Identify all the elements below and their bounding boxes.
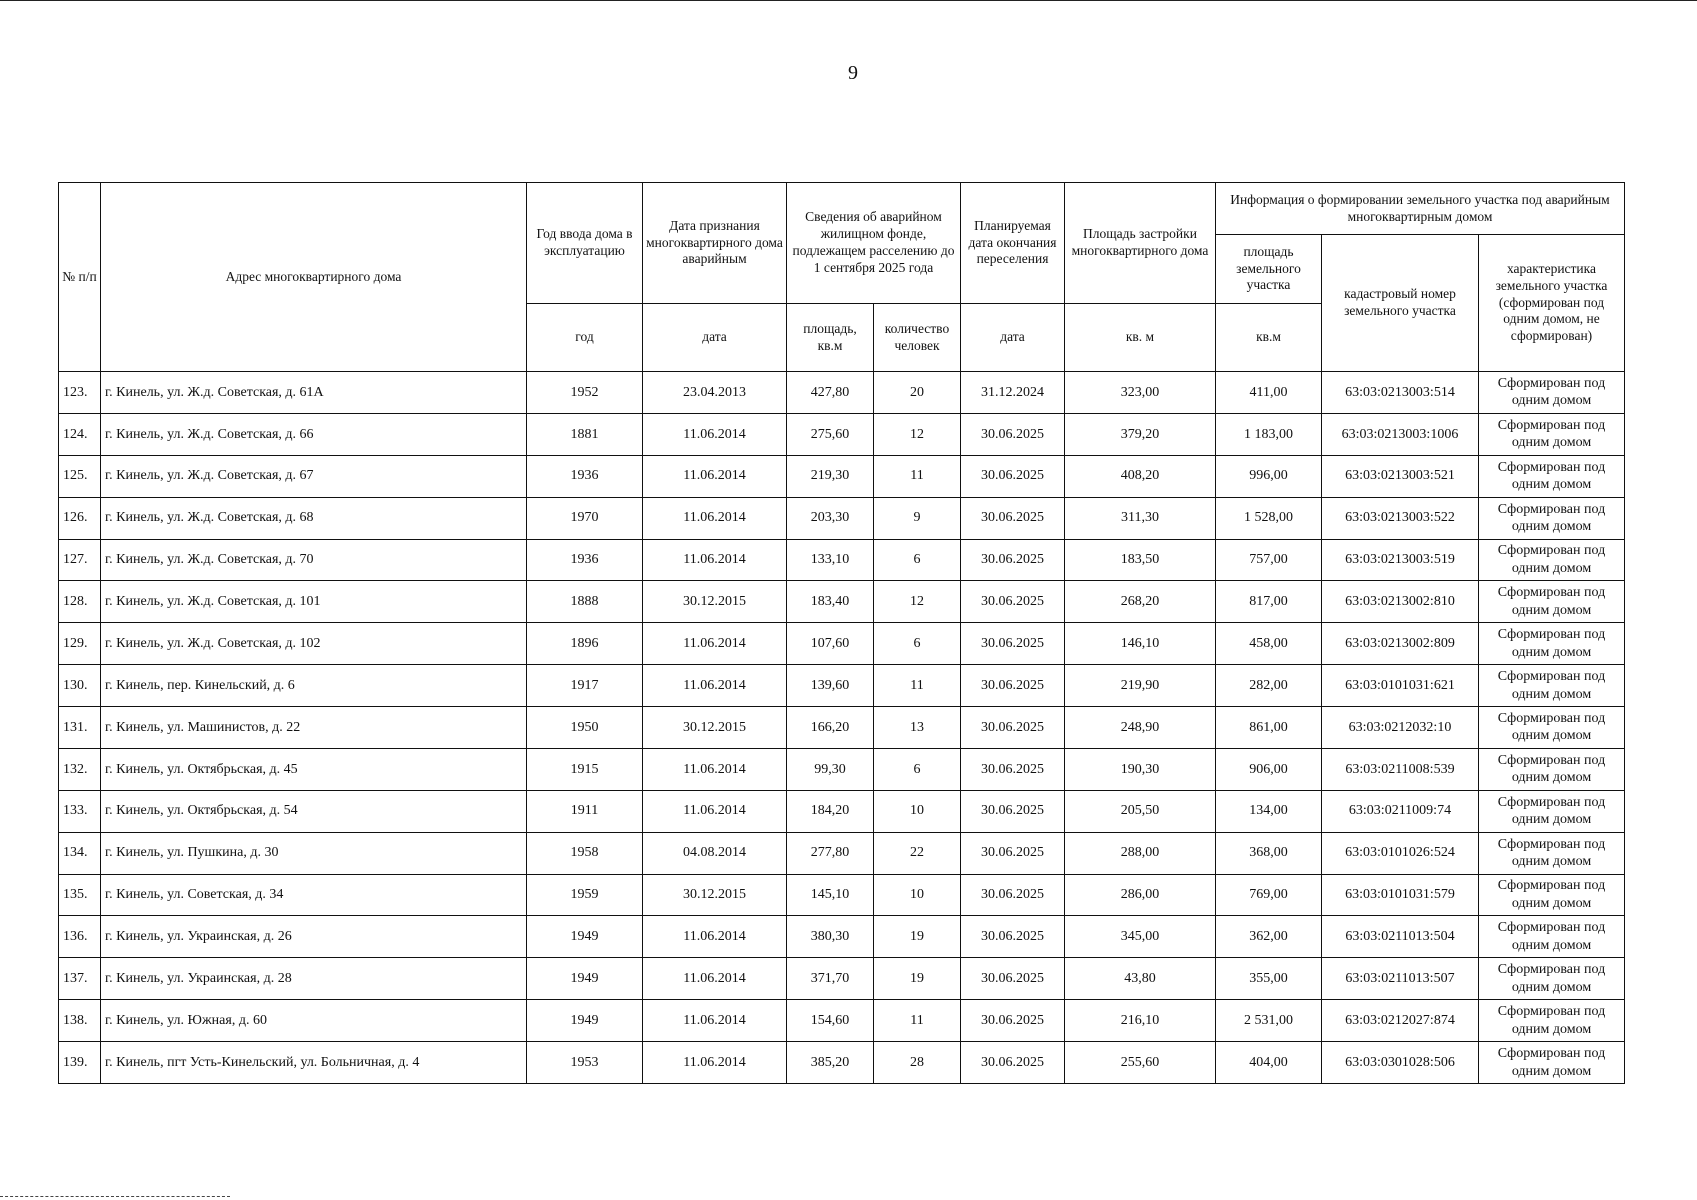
cell-recognized-date: 30.12.2015	[643, 581, 787, 623]
cell-land-characteristic: Сформирован под одним домом	[1479, 372, 1625, 414]
cell-people: 9	[874, 497, 961, 539]
cell-building-area: 190,30	[1065, 748, 1216, 790]
table-row	[59, 707, 1625, 749]
table-row	[59, 413, 1625, 455]
cell-area: 380,30	[787, 916, 874, 958]
cell-people: 10	[874, 874, 961, 916]
cell-address: г. Кинель, ул. Ж.д. Советская, д. 67	[101, 455, 527, 497]
cell-planned-date: 30.06.2025	[961, 790, 1065, 832]
cell-year: 1952	[527, 372, 643, 414]
cell-cadastral: 63:03:0211013:507	[1322, 958, 1479, 1000]
cell-cadastral: 63:03:0212032:10	[1322, 707, 1479, 749]
unit-building-area: кв. м	[1065, 304, 1216, 372]
emergency-housing-table	[58, 182, 1625, 1084]
cell-building-area: 255,60	[1065, 1042, 1216, 1084]
cell-year: 1936	[527, 539, 643, 581]
cell-cadastral: 63:03:0213003:522	[1322, 497, 1479, 539]
cell-land-characteristic: Сформирован под одним домом	[1479, 497, 1625, 539]
cell-planned-date: 30.06.2025	[961, 748, 1065, 790]
cell-planned-date: 30.06.2025	[961, 874, 1065, 916]
cell-address: г. Кинель, ул. Советская, д. 34	[101, 874, 527, 916]
cell-area: 427,80	[787, 372, 874, 414]
cell-building-area: 216,10	[1065, 1000, 1216, 1042]
cell-land-area: 906,00	[1216, 748, 1322, 790]
table-row	[59, 916, 1625, 958]
unit-planned-date: дата	[961, 304, 1065, 372]
header-planned-date: Планируемая дата окончания переселения	[961, 183, 1065, 304]
cell-recognized-date: 04.08.2014	[643, 832, 787, 874]
cell-people: 11	[874, 665, 961, 707]
cell-land-area: 411,00	[1216, 372, 1322, 414]
cell-recognized-date: 23.04.2013	[643, 372, 787, 414]
cell-people: 6	[874, 623, 961, 665]
cell-building-area: 311,30	[1065, 497, 1216, 539]
cell-cadastral: 63:03:0211013:504	[1322, 916, 1479, 958]
cell-area: 139,60	[787, 665, 874, 707]
cell-land-characteristic: Сформирован под одним домом	[1479, 455, 1625, 497]
unit-people: количество человек	[874, 304, 961, 372]
cell-recognized-date: 11.06.2014	[643, 623, 787, 665]
cell-address: г. Кинель, ул. Южная, д. 60	[101, 1000, 527, 1042]
cell-no: 139.	[59, 1042, 101, 1084]
cell-land-area: 355,00	[1216, 958, 1322, 1000]
cell-recognized-date: 11.06.2014	[643, 748, 787, 790]
cell-people: 6	[874, 748, 961, 790]
cell-land-characteristic: Сформирован под одним домом	[1479, 665, 1625, 707]
unit-area: площадь, кв.м	[787, 304, 874, 372]
header-building-area: Площадь застройки многоквартирного дома	[1065, 183, 1216, 304]
cell-area: 166,20	[787, 707, 874, 749]
table-row	[59, 790, 1625, 832]
cell-year: 1949	[527, 916, 643, 958]
cell-planned-date: 30.06.2025	[961, 413, 1065, 455]
cell-planned-date: 30.06.2025	[961, 832, 1065, 874]
cell-planned-date: 30.06.2025	[961, 665, 1065, 707]
cell-cadastral: 63:03:0213002:810	[1322, 581, 1479, 623]
cell-land-characteristic: Сформирован под одним домом	[1479, 790, 1625, 832]
cell-planned-date: 30.06.2025	[961, 958, 1065, 1000]
cell-building-area: 408,20	[1065, 455, 1216, 497]
cell-building-area: 219,90	[1065, 665, 1216, 707]
table-body	[59, 372, 1625, 1084]
cell-area: 183,40	[787, 581, 874, 623]
cell-land-area: 458,00	[1216, 623, 1322, 665]
table-row	[59, 832, 1625, 874]
unit-year: год	[527, 304, 643, 372]
table-row	[59, 581, 1625, 623]
cell-land-characteristic: Сформирован под одним домом	[1479, 958, 1625, 1000]
cell-no: 132.	[59, 748, 101, 790]
cell-year: 1970	[527, 497, 643, 539]
cell-no: 133.	[59, 790, 101, 832]
cell-year: 1959	[527, 874, 643, 916]
cell-land-area: 757,00	[1216, 539, 1322, 581]
table-row	[59, 623, 1625, 665]
header-land-area: площадь земельного участка	[1216, 235, 1322, 304]
cell-planned-date: 30.06.2025	[961, 916, 1065, 958]
cell-planned-date: 31.12.2024	[961, 372, 1065, 414]
cell-planned-date: 30.06.2025	[961, 1042, 1065, 1084]
cell-land-area: 861,00	[1216, 707, 1322, 749]
cell-building-area: 288,00	[1065, 832, 1216, 874]
cell-cadastral: 63:03:0211009:74	[1322, 790, 1479, 832]
cell-area: 154,60	[787, 1000, 874, 1042]
cell-recognized-date: 11.06.2014	[643, 790, 787, 832]
cell-land-characteristic: Сформирован под одним домом	[1479, 874, 1625, 916]
header-year-commissioned: Год ввода дома в эксплуатацию	[527, 183, 643, 304]
cell-year: 1881	[527, 413, 643, 455]
cell-land-characteristic: Сформирован под одним домом	[1479, 832, 1625, 874]
cell-no: 126.	[59, 497, 101, 539]
cell-land-area: 2 531,00	[1216, 1000, 1322, 1042]
cell-cadastral: 63:03:0101031:621	[1322, 665, 1479, 707]
cell-recognized-date: 11.06.2014	[643, 539, 787, 581]
cell-no: 138.	[59, 1000, 101, 1042]
table-row	[59, 874, 1625, 916]
header-land-info: Информация о формировании земельного участка под аварийным многоквартирным домом	[1216, 183, 1625, 235]
cell-land-characteristic: Сформирован под одним домом	[1479, 1000, 1625, 1042]
bottom-rule	[0, 1196, 230, 1197]
cell-recognized-date: 11.06.2014	[643, 455, 787, 497]
cell-land-area: 769,00	[1216, 874, 1322, 916]
cell-area: 203,30	[787, 497, 874, 539]
cell-building-area: 268,20	[1065, 581, 1216, 623]
cell-no: 136.	[59, 916, 101, 958]
cell-land-characteristic: Сформирован под одним домом	[1479, 413, 1625, 455]
cell-address: г. Кинель, ул. Ж.д. Советская, д. 68	[101, 497, 527, 539]
cell-year: 1949	[527, 958, 643, 1000]
cell-year: 1950	[527, 707, 643, 749]
table-row	[59, 958, 1625, 1000]
header-cadastral: кадастровый номер земельного участка	[1322, 235, 1479, 372]
cell-year: 1949	[527, 1000, 643, 1042]
cell-cadastral: 63:03:0211008:539	[1322, 748, 1479, 790]
cell-no: 124.	[59, 413, 101, 455]
cell-recognized-date: 30.12.2015	[643, 707, 787, 749]
top-rule	[0, 0, 1697, 1]
cell-land-characteristic: Сформирован под одним домом	[1479, 707, 1625, 749]
cell-address: г. Кинель, ул. Пушкина, д. 30	[101, 832, 527, 874]
cell-planned-date: 30.06.2025	[961, 539, 1065, 581]
cell-no: 127.	[59, 539, 101, 581]
cell-area: 133,10	[787, 539, 874, 581]
cell-land-area: 368,00	[1216, 832, 1322, 874]
cell-planned-date: 30.06.2025	[961, 581, 1065, 623]
header-land-characteristic: характеристика земельного участка (сформирован под одним домом, не сформирован)	[1479, 235, 1625, 372]
cell-people: 11	[874, 1000, 961, 1042]
cell-building-area: 379,20	[1065, 413, 1216, 455]
cell-land-area: 404,00	[1216, 1042, 1322, 1084]
cell-people: 28	[874, 1042, 961, 1084]
cell-land-area: 996,00	[1216, 455, 1322, 497]
table-header	[59, 183, 1625, 372]
cell-land-characteristic: Сформирован под одним домом	[1479, 1042, 1625, 1084]
cell-area: 371,70	[787, 958, 874, 1000]
cell-building-area: 248,90	[1065, 707, 1216, 749]
cell-building-area: 286,00	[1065, 874, 1216, 916]
cell-year: 1911	[527, 790, 643, 832]
cell-land-area: 1 183,00	[1216, 413, 1322, 455]
cell-building-area: 345,00	[1065, 916, 1216, 958]
cell-land-characteristic: Сформирован под одним домом	[1479, 581, 1625, 623]
cell-people: 10	[874, 790, 961, 832]
cell-cadastral: 63:03:0101031:579	[1322, 874, 1479, 916]
header-address: Адрес многоквартирного дома	[101, 183, 527, 372]
cell-cadastral: 63:03:0213003:514	[1322, 372, 1479, 414]
cell-no: 131.	[59, 707, 101, 749]
cell-address: г. Кинель, ул. Ж.д. Советская, д. 101	[101, 581, 527, 623]
cell-address: г. Кинель, пгт Усть-Кинельский, ул. Больничная, д. 4	[101, 1042, 527, 1084]
cell-address: г. Кинель, ул. Машинистов, д. 22	[101, 707, 527, 749]
cell-area: 277,80	[787, 832, 874, 874]
table-row	[59, 1000, 1625, 1042]
cell-people: 19	[874, 916, 961, 958]
cell-recognized-date: 11.06.2014	[643, 665, 787, 707]
cell-no: 137.	[59, 958, 101, 1000]
table-row	[59, 455, 1625, 497]
cell-cadastral: 63:03:0301028:506	[1322, 1042, 1479, 1084]
cell-recognized-date: 11.06.2014	[643, 916, 787, 958]
cell-address: г. Кинель, ул. Октябрьская, д. 45	[101, 748, 527, 790]
cell-land-area: 1 528,00	[1216, 497, 1322, 539]
cell-area: 275,60	[787, 413, 874, 455]
cell-land-area: 362,00	[1216, 916, 1322, 958]
cell-people: 11	[874, 455, 961, 497]
cell-address: г. Кинель, пер. Кинельский, д. 6	[101, 665, 527, 707]
cell-area: 219,30	[787, 455, 874, 497]
cell-address: г. Кинель, ул. Ж.д. Советская, д. 70	[101, 539, 527, 581]
cell-area: 385,20	[787, 1042, 874, 1084]
unit-land-area: кв.м	[1216, 304, 1322, 372]
cell-year: 1915	[527, 748, 643, 790]
cell-no: 129.	[59, 623, 101, 665]
table-row	[59, 665, 1625, 707]
cell-area: 99,30	[787, 748, 874, 790]
cell-cadastral: 63:03:0213003:1006	[1322, 413, 1479, 455]
cell-planned-date: 30.06.2025	[961, 707, 1065, 749]
cell-planned-date: 30.06.2025	[961, 623, 1065, 665]
cell-people: 12	[874, 581, 961, 623]
cell-people: 12	[874, 413, 961, 455]
cell-year: 1953	[527, 1042, 643, 1084]
table-row	[59, 372, 1625, 414]
cell-land-characteristic: Сформирован под одним домом	[1479, 748, 1625, 790]
cell-address: г. Кинель, ул. Украинская, д. 26	[101, 916, 527, 958]
cell-recognized-date: 11.06.2014	[643, 497, 787, 539]
cell-recognized-date: 30.12.2015	[643, 874, 787, 916]
table-row	[59, 497, 1625, 539]
cell-land-characteristic: Сформирован под одним домом	[1479, 623, 1625, 665]
unit-date: дата	[643, 304, 787, 372]
cell-no: 134.	[59, 832, 101, 874]
cell-address: г. Кинель, ул. Октябрьская, д. 54	[101, 790, 527, 832]
cell-building-area: 323,00	[1065, 372, 1216, 414]
cell-building-area: 205,50	[1065, 790, 1216, 832]
cell-planned-date: 30.06.2025	[961, 497, 1065, 539]
cell-no: 128.	[59, 581, 101, 623]
cell-year: 1888	[527, 581, 643, 623]
cell-no: 135.	[59, 874, 101, 916]
cell-cadastral: 63:03:0213002:809	[1322, 623, 1479, 665]
cell-recognized-date: 11.06.2014	[643, 413, 787, 455]
cell-area: 145,10	[787, 874, 874, 916]
cell-people: 20	[874, 372, 961, 414]
cell-land-area: 134,00	[1216, 790, 1322, 832]
cell-no: 123.	[59, 372, 101, 414]
cell-cadastral: 63:03:0101026:524	[1322, 832, 1479, 874]
cell-planned-date: 30.06.2025	[961, 1000, 1065, 1042]
cell-people: 22	[874, 832, 961, 874]
cell-address: г. Кинель, ул. Ж.д. Советская, д. 61А	[101, 372, 527, 414]
cell-address: г. Кинель, ул. Ж.д. Советская, д. 102	[101, 623, 527, 665]
cell-address: г. Кинель, ул. Украинская, д. 28	[101, 958, 527, 1000]
cell-building-area: 43,80	[1065, 958, 1216, 1000]
cell-recognized-date: 11.06.2014	[643, 1042, 787, 1084]
cell-address: г. Кинель, ул. Ж.д. Советская, д. 66	[101, 413, 527, 455]
page-number: 9	[848, 62, 858, 84]
header-date-recognized: Дата признания многоквартирного дома аварийным	[643, 183, 787, 304]
table-row	[59, 1042, 1625, 1084]
cell-no: 125.	[59, 455, 101, 497]
cell-no: 130.	[59, 665, 101, 707]
table-row	[59, 748, 1625, 790]
cell-recognized-date: 11.06.2014	[643, 1000, 787, 1042]
cell-year: 1896	[527, 623, 643, 665]
cell-people: 6	[874, 539, 961, 581]
cell-building-area: 146,10	[1065, 623, 1216, 665]
cell-people: 13	[874, 707, 961, 749]
cell-year: 1958	[527, 832, 643, 874]
cell-building-area: 183,50	[1065, 539, 1216, 581]
cell-planned-date: 30.06.2025	[961, 455, 1065, 497]
cell-recognized-date: 11.06.2014	[643, 958, 787, 1000]
cell-land-area: 817,00	[1216, 581, 1322, 623]
cell-land-area: 282,00	[1216, 665, 1322, 707]
cell-area: 107,60	[787, 623, 874, 665]
cell-cadastral: 63:03:0212027:874	[1322, 1000, 1479, 1042]
table-row	[59, 539, 1625, 581]
cell-year: 1936	[527, 455, 643, 497]
header-no: № п/п	[59, 183, 101, 372]
cell-year: 1917	[527, 665, 643, 707]
cell-land-characteristic: Сформирован под одним домом	[1479, 916, 1625, 958]
cell-cadastral: 63:03:0213003:521	[1322, 455, 1479, 497]
header-emergency-info: Сведения об аварийном жилищном фонде, подлежащем расселению до 1 сентября 2025 года	[787, 183, 961, 304]
cell-people: 19	[874, 958, 961, 1000]
cell-area: 184,20	[787, 790, 874, 832]
cell-land-characteristic: Сформирован под одним домом	[1479, 539, 1625, 581]
cell-cadastral: 63:03:0213003:519	[1322, 539, 1479, 581]
